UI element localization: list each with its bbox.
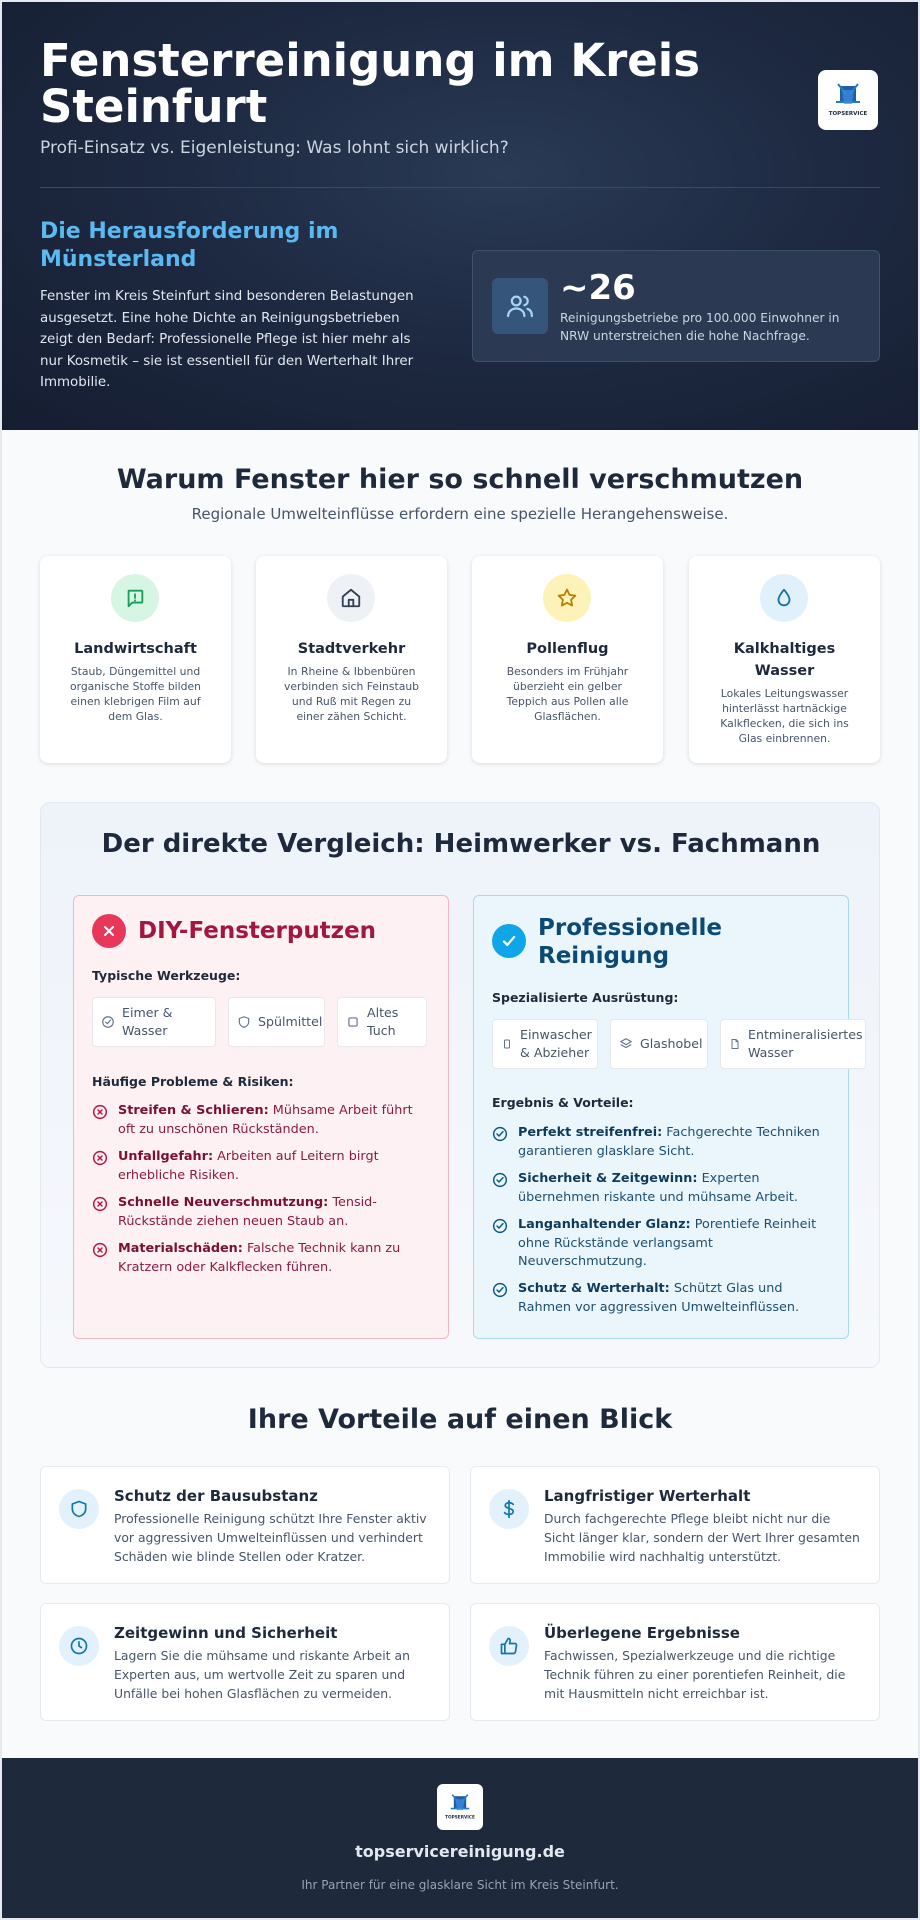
risk-item [92, 1194, 432, 1231]
pro-panel [473, 895, 863, 1339]
result-item [492, 1124, 832, 1161]
check-circle-icon [492, 1172, 508, 1207]
tool-item [92, 997, 216, 1047]
x-circle-icon [92, 914, 126, 948]
cause-text: Staub, Düngemittel und organische Stoffe bilden einen klebrigen Film auf dem Glas. [69, 665, 202, 723]
result-label: Langanhaltender Glanz: [518, 1217, 691, 1232]
risk-text: Mühsame Arbeit führt oft zu unschönen Rückständen. [118, 1103, 413, 1137]
check-circle-icon [492, 1282, 508, 1317]
thumbs-up-icon [489, 1626, 529, 1666]
cause-title: Pollenflug [526, 641, 609, 657]
footer-tagline: Ihr Partner für eine glasklare Sicht im Kreis Steinfurt. [301, 1878, 619, 1892]
tool-label: Spülmittel [258, 1014, 323, 1029]
benefit-card [40, 1466, 450, 1584]
diy-title: DIY-Fensterputzen [138, 918, 377, 944]
footer-logo[interactable] [437, 1784, 483, 1830]
cause-text: Besonders im Frühjahr überzieht ein gelber Teppich aus Pollen alle Glasflächen. [506, 665, 629, 723]
infographic-page [2, 2, 918, 1918]
x-circle-icon [92, 1196, 108, 1231]
tool-label: Eimer & Wasser [122, 1005, 173, 1038]
users-icon [492, 278, 548, 334]
hero-section [2, 2, 918, 430]
result-label: Perfekt streifenfrei: [518, 1125, 663, 1140]
layers-icon [619, 1037, 633, 1051]
cause-card-traffic [256, 556, 447, 763]
smartphone-icon [501, 1037, 513, 1051]
x-circle-icon [92, 1242, 108, 1277]
risk-item [92, 1148, 432, 1185]
pro-title: Professionelle Reinigung [538, 915, 723, 969]
challenge-text: Fenster im Kreis Steinfurt sind besonderen Belastungen ausgesetzt. Eine hohe Dichte an Reinigungsbetrieben zeigt den Bedarf: Professionelle Pflege ist hier mehr als nur Kosmetik – sie ist essentiell für den Werterhalt Ihrer Immobilie. [40, 289, 414, 390]
benefit-title: Schutz der Bausubstanz [114, 1487, 318, 1505]
droplet-icon [760, 574, 808, 622]
stat-box [472, 250, 880, 362]
benefit-title: Zeitgewinn und Sicherheit [114, 1624, 338, 1642]
tool-item [337, 997, 427, 1047]
benefit-title: Langfristiger Werterhalt [544, 1487, 751, 1505]
page-title: Fensterreinigung im Kreis Steinfurt [40, 34, 701, 133]
tool-item [228, 997, 325, 1047]
check-circle-icon [492, 1218, 508, 1272]
risk-text: Arbeiten auf Leitern birgt erhebliche Risiken. [118, 1149, 379, 1183]
benefit-text: Lagern Sie die mühsame und riskante Arbeit an Experten aus, um wertvolle Zeit zu sparen und Unfälle bei hohen Glasflächen zu vermeiden. [114, 1648, 410, 1701]
pro-results-heading: Ergebnis & Vorteile: [492, 1095, 634, 1110]
result-label: Sicherheit & Zeitgewinn: [518, 1171, 698, 1186]
benefit-text: Durch fachgerechte Pflege bleibt nicht nur die Sicht länger klar, sondern der Wert Ihrer gesamten Immobilie wird nachhaltig unterstützt. [544, 1511, 860, 1564]
pro-tools-heading: Spezialisierte Ausrüstung: [492, 990, 679, 1005]
why-section-title: Warum Fenster hier so schnell verschmutzen [116, 464, 804, 495]
benefits-title: Ihre Vorteile auf einen Blick [247, 1404, 673, 1435]
risk-item [92, 1240, 432, 1277]
square-icon [346, 1015, 360, 1029]
file-icon [729, 1037, 741, 1051]
benefit-text: Professionelle Reinigung schützt Ihre Fenster aktiv vor aggressiven Umwelteinflüssen und verhindert Schäden wie blinde Stellen oder Kratzer. [114, 1511, 427, 1564]
star-icon [543, 574, 591, 622]
risk-label: Streifen & Schlieren: [118, 1103, 269, 1118]
risk-item [92, 1102, 432, 1139]
tool-item [720, 1019, 866, 1069]
result-text: Fachgerechte Techniken garantieren glasklare Sicht. [518, 1125, 820, 1159]
footer [2, 1758, 918, 1918]
logo-text: TOPSERVICE [828, 111, 868, 117]
result-item [492, 1170, 832, 1207]
tool-item [610, 1019, 708, 1069]
cause-card-agriculture [40, 556, 231, 763]
dollar-icon [489, 1489, 529, 1529]
result-item [492, 1280, 832, 1317]
logo-text: TOPSERVICE [445, 1815, 475, 1821]
benefit-card [40, 1603, 450, 1721]
diy-tools-heading: Typische Werkzeuge: [92, 968, 241, 983]
hero-divider [40, 187, 880, 188]
comparison-title: Der direkte Vergleich: Heimwerker vs. Fachmann [101, 829, 821, 859]
logo-graphic [443, 1791, 477, 1823]
comparison-section [40, 802, 880, 1368]
cause-card-pollen [472, 556, 663, 763]
home-icon [327, 574, 375, 622]
cause-title: Landwirtschaft [74, 641, 197, 657]
footer-domain-link[interactable]: topservicereinigung.de [355, 1842, 565, 1861]
shield-icon [59, 1489, 99, 1529]
tool-label: Glashobel [640, 1036, 703, 1051]
tool-label: Einwascher & Abzieher [520, 1027, 592, 1060]
logo-graphic [826, 80, 870, 120]
result-text: Porentiefe Reinheit ohne Rückstände verlangsamt Neuverschmutzung. [518, 1217, 817, 1269]
message-square-icon [111, 574, 159, 622]
tool-label: Altes Tuch [367, 1005, 399, 1038]
page-subtitle: Profi-Einsatz vs. Eigenleistung: Was lohnt sich wirklich? [40, 138, 509, 158]
check-circle-icon [492, 1126, 508, 1161]
diy-panel [73, 895, 449, 1339]
risk-text: Tensid-Rückstände ziehen neuen Staub an. [118, 1195, 377, 1229]
stat-description: Reinigungsbetriebe pro 100.000 Einwohner in NRW unterstreichen die hohe Nachfrage. [560, 311, 840, 343]
benefit-text: Fachwissen, Spezialwerkzeuge und die richtige Technik führen zu einer porentiefen Reinheit, die mit Hausmitteln nicht erreichbar ist. [544, 1648, 846, 1701]
cause-text: Lokales Leitungswasser hinterlässt hartnäckige Kalkflecken, die sich ins Glas einbrennen. [720, 687, 849, 745]
benefit-title: Überlegene Ergebnisse [544, 1624, 740, 1642]
check-circle-icon [492, 924, 526, 958]
tool-label: Entmineralisiertes Wasser [748, 1027, 863, 1060]
why-section-subtitle: Regionale Umwelteinflüsse erfordern eine spezielle Herangehensweise. [191, 505, 729, 523]
x-circle-icon [92, 1104, 108, 1139]
cause-title: Stadtverkehr [297, 641, 406, 657]
clock-icon [59, 1626, 99, 1666]
x-circle-icon [92, 1150, 108, 1185]
tool-item [492, 1019, 598, 1069]
risk-text: Falsche Technik kann zu Kratzern oder Kalkflecken führen. [118, 1241, 401, 1275]
diy-risks-heading: Häufige Probleme & Risiken: [92, 1074, 294, 1089]
cause-title: Kalkhaltiges Wasser [733, 641, 836, 679]
cause-card-limescale [689, 556, 880, 763]
challenge-title: Die Herausforderung im Münsterland [40, 219, 339, 272]
benefit-card [470, 1466, 880, 1584]
benefit-card [470, 1603, 880, 1721]
result-text: Schützt Glas und Rahmen vor aggressiven Umwelteinflüssen. [518, 1281, 800, 1315]
company-logo[interactable] [818, 70, 878, 130]
stat-value: ~26 [560, 268, 636, 308]
shield-icon [237, 1015, 251, 1029]
cause-text: In Rheine & Ibbenbüren verbinden sich Feinstaub und Ruß mit Regen zu einer zähen Schicht. [283, 665, 420, 723]
risk-label: Materialschäden: [118, 1241, 243, 1256]
result-item [492, 1216, 832, 1272]
result-text: Experten übernehmen riskante und mühsame Arbeit. [518, 1171, 799, 1205]
result-label: Schutz & Werterhalt: [518, 1281, 670, 1296]
check-circle-icon [101, 1015, 115, 1029]
risk-label: Schnelle Neuverschmutzung: [118, 1195, 329, 1210]
risk-label: Unfallgefahr: [118, 1149, 214, 1164]
